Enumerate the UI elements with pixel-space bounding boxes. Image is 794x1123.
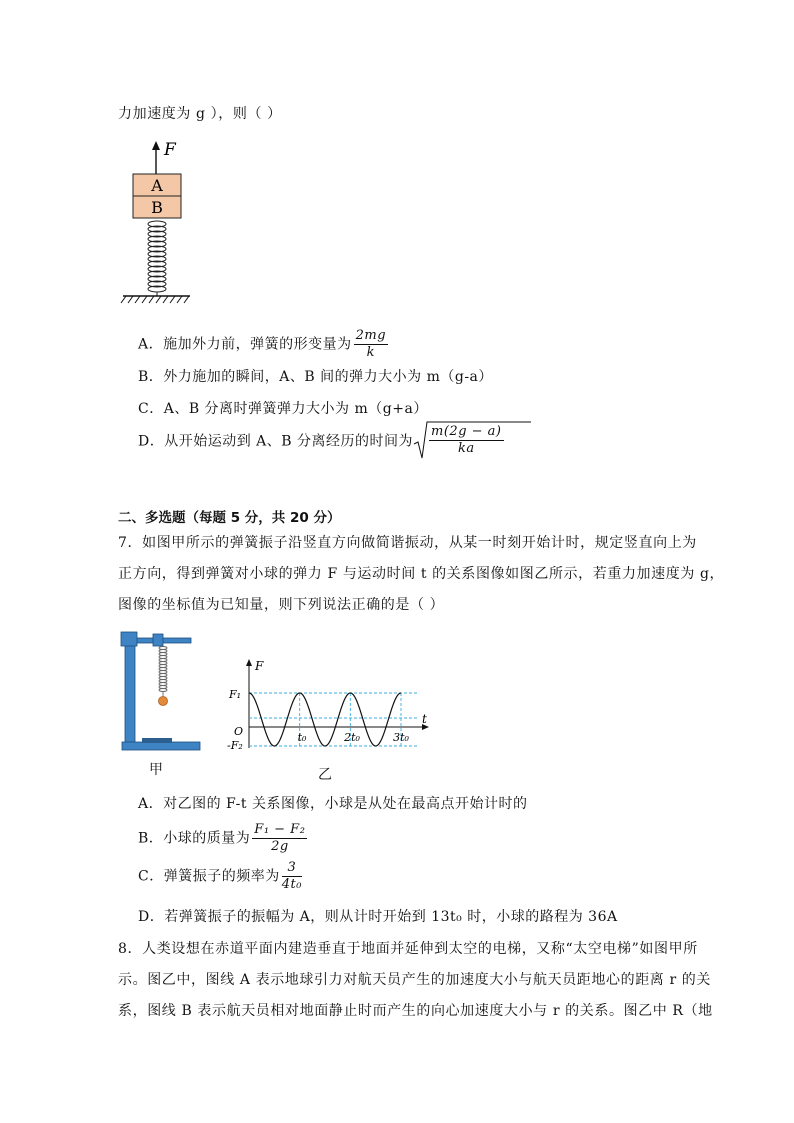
q6-option-a: A．施加外力前，弹簧的形变量为 $\frac{2mg}{k}$ bbox=[138, 328, 387, 360]
fig-jia-label: 甲 bbox=[149, 762, 163, 778]
x-axis-label: t bbox=[422, 712, 427, 726]
q6-option-d: D．从开始运动到 A、B 分离经历的时间为 $\frac{m(2g - a)}{ka}$ bbox=[138, 424, 506, 457]
x-tick-2t0: 2t₀ bbox=[344, 731, 360, 744]
spring bbox=[148, 221, 166, 296]
q7-option-b: B．小球的质量为 $\frac{\text{F₁ − F₂}}{2g}$ bbox=[138, 822, 306, 854]
q7-line-3: 图像的坐标值为已知量，则下列说法正确的是（ ） bbox=[118, 597, 445, 613]
q8-line-1: 8．人类设想在赤道平面内建造垂直于地面并延伸到太空的电梯，又称“太空电梯”如图甲所 bbox=[118, 941, 698, 957]
y-tick-f1: F₁ bbox=[229, 688, 242, 701]
q8-line-2: 示。图乙中，图线 A 表示地球引力对航天员产生的加速度大小与航天员距地心的距离 r 的关 bbox=[118, 972, 712, 988]
y-axis-label: F bbox=[255, 659, 264, 673]
q6-tail-text: 力加速度为 g ），则（ ） bbox=[118, 106, 282, 122]
y-tick-origin: O bbox=[234, 725, 244, 738]
y-tick-f2: -F₂ bbox=[227, 739, 243, 752]
q8-line-3: 系，图线 B 表示航天员相对地面静止时而产生的向心加速度大小与 r 的关系。图乙中 R（地 bbox=[118, 1003, 713, 1019]
block-b-label: B bbox=[151, 198, 163, 217]
q6-option-b: B．外力施加的瞬间，A、B 间的弹力大小为 m（g-a） bbox=[138, 369, 493, 385]
x-tick-3t0: 3t₀ bbox=[393, 731, 409, 744]
fig-yi-label: 乙 bbox=[318, 767, 332, 783]
ball bbox=[159, 697, 168, 706]
force-time-chart bbox=[226, 656, 436, 756]
q6-option-c: C．A、B 分离时弹簧弹力大小为 m（g+a） bbox=[138, 401, 428, 417]
q7-line-1: 7．如图甲所示的弹簧振子沿竖直方向做简谐振动，从某一时刻开始计时，规定竖直向上为 bbox=[118, 535, 697, 551]
spring-oscillator-stand-figure bbox=[118, 620, 208, 755]
q7-option-d: D．若弹簧振子的振幅为 A，则从计时开始到 13t₀ 时，小球的路程为 36A bbox=[138, 909, 618, 925]
q7-option-a: A．对乙图的 F-t 关系图像，小球是从处在最高点开始计时的 bbox=[138, 796, 528, 812]
force-label: F bbox=[164, 140, 176, 160]
q7-line-2: 正方向，得到弹簧对小球的弹力 F 与运动时间 t 的关系图像如图乙所示，若重力加速度为 g， bbox=[118, 566, 725, 582]
q7-option-c: C．弹簧振子的频率为 $\frac{3}{\text{4t₀}}$ bbox=[138, 860, 302, 892]
x-tick-t0: t₀ bbox=[297, 731, 307, 744]
section-2-title: 二、多选题（每题 5 分，共 20 分） bbox=[118, 510, 341, 526]
spring-blocks-figure bbox=[118, 138, 208, 308]
block-a-label: A bbox=[151, 176, 163, 195]
sine-curve bbox=[249, 693, 401, 746]
